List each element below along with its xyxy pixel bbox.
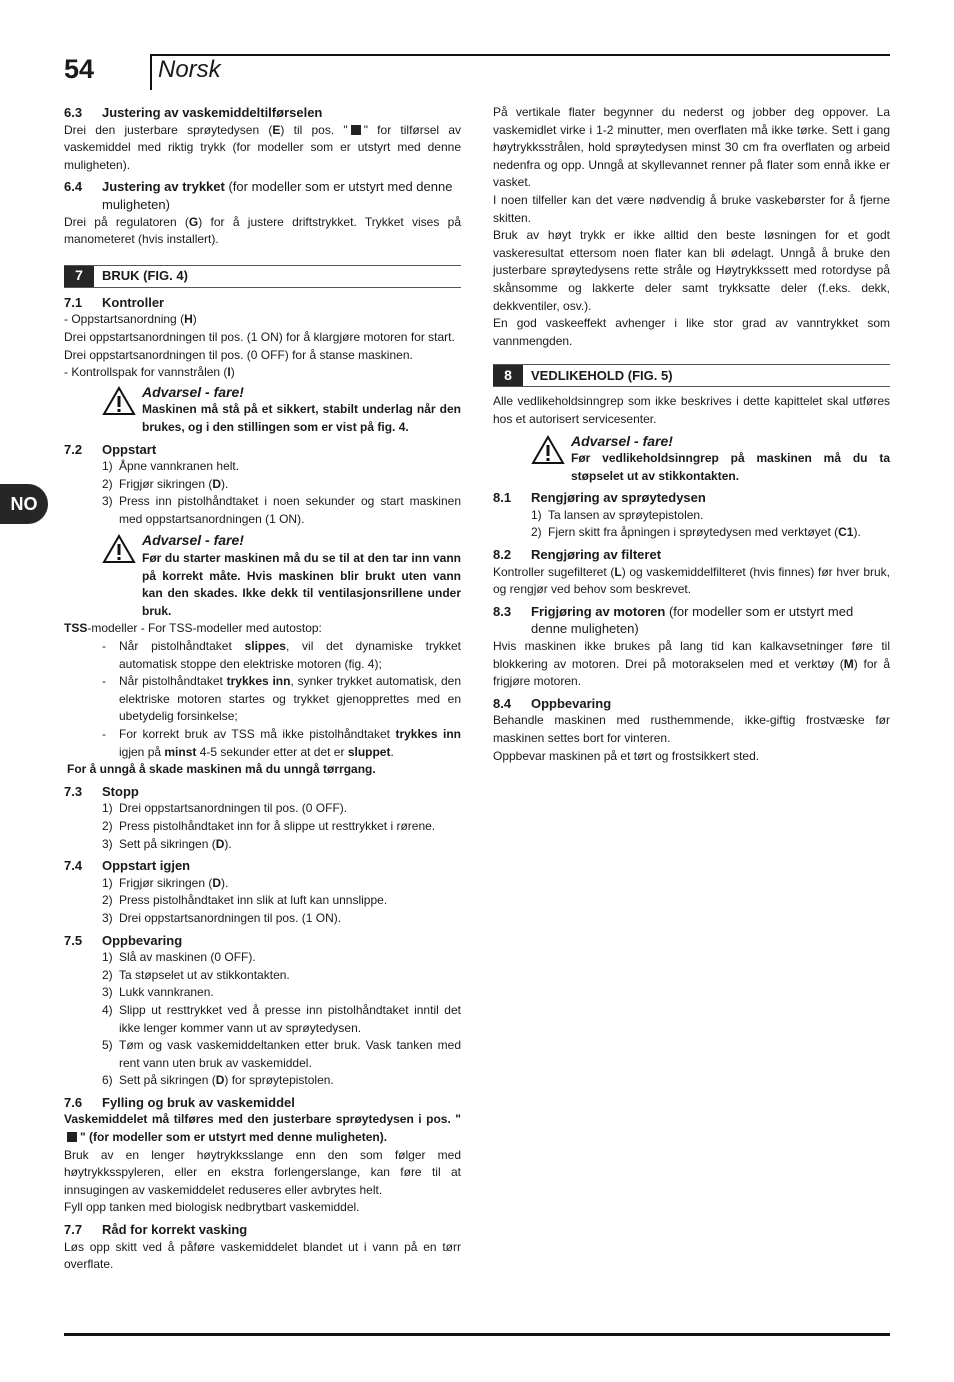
list-item: 3) Drei oppstartsanordningen til pos. (1 ON).	[102, 910, 342, 925]
list-item: 1) Drei oppstartsanordningen til pos. (0 OFF).	[102, 801, 348, 816]
left-column: 6.3 Justering av vaskemiddeltilførselen Drei den justerbare sprøytedysen (E) til pos. " " for tilførsel av vaskemiddel med riktig trykk (for modeller som er utstyrt med denne muligheten). 6.4 Justering av trykket (for modeller som er utstyrt med denne muligheten) Drei på regulatoren (G) for å justere driftstrykket. Trykket vises på manometeret (hvis installert). 7 BRUK (FIG. 4) 7.1 Kontroller - Oppstartsanordning (H) Drei oppstartsanordningen til pos. (1 ON) for å klargjøre motoren for start. Drei oppstartsanordningen til pos. (0 OFF) for å stanse maskinen. - Kontrollspak for vannstrålen (I) Advarsel - fare! Maskinen må stå på et sikkert, stabilt underlag når den brukes, og i den stillingen som er vist på fig. 4. 7.2 Oppstart 1) Åpne vannkranen helt. 2) Frigjør sikringen (D). 3) Press inn pistolhåndtaket i noen sekunder og start maskinen med oppstartsanordningen (1 ON). Advarsel - fare! Før du starter maskinen må du se til at den tar inn vann på korrekt måte. Hvis maskinen blir brukt uten vann kan den skades. Ikke dekk til ventilasjonsrillene under bruk. TSS-modeller - For TSS-modeller med autostop: - Når pistolhåndtaket slippes, vil det dynamiske trykket automatisk stoppe den elektriske motoren (fig. 4); - Når pistolhåndtaket trykkes inn, synker trykket automatisk, den elektriske motoren startes og trykket gjenopprettes med en ubetydelig forsinkelse; - For korrekt bruk av TSS må ikke pistolhåndtaket trykkes inn igjen på minst 4-5 sekunder etter at det er sluppet. For å unngå å skade maskinen må du unngå tørrgang. 7.3 Stopp 1) Drei oppstartsanordningen til pos. (0 OFF). 2) Press pistolhåndtaket inn for å slippe ut resttrykket i rørene. 3) Sett på sikringen (D). 7.4 Oppstart igjen 1) Frigjør sikringen (D). 2) Press pistolhåndtaket inn slik at luft kan unnslippe. 3) Drei oppstartsanordningen til pos. (1 ON). 7.5 Oppbevaring 1) Slå av maskinen (0 OFF). 2) Ta støpselet ut av stikkontakten. 3) Lukk vannkranen. 4) Slipp ut resttrykket ved å presse inn pistolhåndtaket inntil det ikke lenger kommer vann ut av sprøytedysen. 5) Tøm og vask vaskemiddeltanken etter bruk. Vask tanken med rent vann uten bruk av vaskemiddel. 6) Sett på sikringen (D) for sprøytepistolen. 7.6 Fylling og bruk av vaskemiddel Vaskemiddelet må tilføres med den justerbare sprøytedysen i pos. "" (for modeller som er utstyrt med denne muligheten). Bruk av en lenger høytrykksslange enn den som følger med høytrykksspyleren, eller en ekstra forlengerslange, kan føre til at innsugingen av vaskemiddelet reduseres eller avbrytes helt. Fyll opp tanken med biologisk nedbrytbart vaskemiddel. 7.7 Råd for korrekt vasking Løs opp skitt ved å påføre vaskemiddelet blandet ut i vann på en tørr overflate.	[64, 105, 462, 1272]
paragraph: Drei den justerbare sprøytedysen (E) til pos. " " for tilførsel av vaskemiddel med riktig trykk (for modeller som er utstyrt med denne muligheten).	[64, 122, 461, 172]
section-8-2: 8.2 Rengjøring av filteret	[493, 547, 662, 563]
section-7-3: 7.3 Stopp	[64, 783, 139, 799]
warning-box: Advarsel - fare! Før du starter maskinen må du se til at den tar inn vann på korrekt måte. Hvis maskinen blir brukt uten vann kan den skades. Ikke dekk til ventilasjonsrillene under bruk.	[102, 532, 461, 620]
page-language-title: Norsk	[158, 56, 221, 83]
paragraph: Drei på regulatoren (G) for å justere driftstrykket. Trykket vises på manometeret (hvis installert).	[64, 214, 461, 247]
section-8-4: 8.4 Oppbevaring	[493, 695, 612, 711]
list-item: - Når pistolhåndtaket trykkes inn, synker trykket automatisk, den elektriske motoren startes og trykket gjenopprettes med en ubetydelig forsinkelse;	[102, 674, 462, 724]
list-item: 3) Sett på sikringen (D).	[102, 836, 232, 851]
warning-triangle-icon	[102, 534, 136, 564]
section-7-1: 7.1 Kontroller	[64, 294, 165, 310]
list-item: - For korrekt bruk av TSS må ikke pistolhåndtaket trykkes inn igjen på minst 4-5 sekunder etter at det er sluppet.	[102, 727, 461, 759]
header-divider	[150, 54, 152, 90]
warning-box: Advarsel - fare! Før vedlikeholdsinngrep på maskinen må du ta støpselet ut av stikkontakten.	[531, 433, 890, 486]
list-item: 2) Frigjør sikringen (D).	[102, 476, 229, 491]
list-item: 1) Ta lansen av sprøytepistolen.	[531, 507, 704, 522]
list-item: 2) Ta støpselet ut av stikkontakten.	[102, 967, 290, 982]
section-8-1: 8.1 Rengjøring av sprøytedysen	[493, 490, 706, 506]
section-7-7: 7.7 Råd for korrekt vasking	[64, 1222, 248, 1238]
detergent-symbol-icon	[351, 125, 361, 135]
warning-box: Advarsel - fare! Maskinen må stå på et sikkert, stabilt underlag når den brukes, og i den stillingen som er vist på fig. 4.	[102, 384, 461, 437]
list-item: 1) Slå av maskinen (0 OFF).	[102, 950, 256, 965]
detergent-symbol-icon	[67, 1132, 77, 1142]
list-item: 4) Slipp ut resttrykket ved å presse inn pistolhåndtaket inntil det ikke lenger kommer vann ut av sprøytedysen.	[102, 1002, 461, 1035]
list-item: 2) Press pistolhåndtaket inn slik at luft kan unnslippe.	[102, 893, 388, 908]
section-6-3: 6.3 Justering av vaskemiddeltilførselen	[64, 105, 323, 120]
section-6-4: 6.4 Justering av trykket (for modeller som er utstyrt med denne muligheten)	[64, 179, 453, 212]
list-item: - Når pistolhåndtaket slippes, vil det dynamiske trykket automatisk stoppe den elektriske motoren (fig. 4);	[102, 639, 461, 671]
list-item: 3) Lukk vannkranen.	[102, 985, 214, 1000]
list-item: 1) Frigjør sikringen (D).	[102, 875, 229, 890]
footer-rule	[64, 1333, 890, 1336]
warning-triangle-icon	[102, 386, 136, 416]
page-number: 54	[64, 54, 95, 84]
warning-triangle-icon	[531, 435, 565, 465]
section-7-6: 7.6 Fylling og bruk av vaskemiddel	[64, 1094, 295, 1110]
list-item: 1) Åpne vannkranen helt.	[102, 459, 240, 474]
list-item: 2) Fjern skitt fra åpningen i sprøytedysen med verktøyet (C1).	[531, 525, 861, 540]
list-item: 2) Press pistolhåndtaket inn for å slippe ut resttrykket i rørene.	[102, 818, 436, 833]
section-7-5: 7.5 Oppbevaring	[64, 932, 183, 948]
list-item: 3) Press inn pistolhåndtaket i noen sekunder og start maskinen med oppstartsanordningen (1 ON).	[102, 494, 461, 526]
section-7-2: 7.2 Oppstart	[64, 441, 157, 457]
list-item: 5) Tøm og vask vaskemiddeltanken etter bruk. Vask tanken med rent vann uten bruk av vaskemiddel.	[102, 1038, 461, 1070]
language-tab: NO	[0, 484, 48, 524]
section-7-4: 7.4 Oppstart igjen	[64, 858, 191, 874]
right-column: På vertikale flater begynner du nederst og jobber deg oppover. La vaskemidlet virke i 1-2 minutter, men overflaten må ikke tørke. Sett i gang høytrykksstrålen, hold sprøytedysen minst 30 cm fra overflaten og arbeid nedenfra og opp. Unngå at skyllevannet renner på flater som ennå ikke er vasket. I noen tilfeller kan det være nødvendig å bruke vaskebørster for å fjerne skitten. Bruk av høyt trykk er ikke alltid den beste løsningen for et godt vaskeresultat ettersom noen flater kan bli ødelagt. Unngå å bruke den justerbare sprøytedysens rette stråle og Høytrykkssett med rotordyse på skånsomme og lakkerte deler samt trykksatte deler (f.eks. dekk, dekkventiler, osv.). En god vaskeeffekt avhenger i like stor grad av vanntrykket som vannmengden. 8 VEDLIKEHOLD (FIG. 5) Alle vedlikeholdsinngrep som ikke beskrives i dette kapittelet skal utføres hos et autorisert servicesenter. Advarsel - fare! Før vedlikeholdsinngrep på maskinen må du ta støpselet ut av stikkontakten. 8.1 Rengjøring av sprøytedysen 1) Ta lansen av sprøytepistolen. 2) Fjern skitt fra åpningen i sprøytedysen med verktøyet (C1). 8.2 Rengjøring av filteret Kontroller sugefilteret (L) og vaskemiddelfilteret (hvis finnes) før hver bruk, og rengjør ved behov som beskrevet. 8.3 Frigjøring av motoren (for modeller som er utstyrt med denne muligheten) Hvis maskinen ikke brukes på lang tid kan kalkavsetninger føre til blokkering av motoren. Drei på motorakselen med et verktøy (M) for å frigjøre motoren. 8.4 Oppbevaring Behandle maskinen med rusthemmende, ikke-giftig frostvæske før maskinen settes bort for vinteren. Oppbevar maskinen på et tørt og frostsikkert sted.	[493, 105, 890, 763]
chapter-7-heading: 7 BRUK (FIG. 4)	[64, 265, 461, 288]
chapter-8-heading: 8 VEDLIKEHOLD (FIG. 5)	[493, 364, 890, 387]
header-rule	[150, 54, 890, 56]
list-item: 6) Sett på sikringen (D) for sprøytepistolen.	[102, 1073, 334, 1088]
section-8-3: 8.3 Frigjøring av motoren (for modeller som er utstyrt med denne muligheten)	[493, 603, 854, 637]
